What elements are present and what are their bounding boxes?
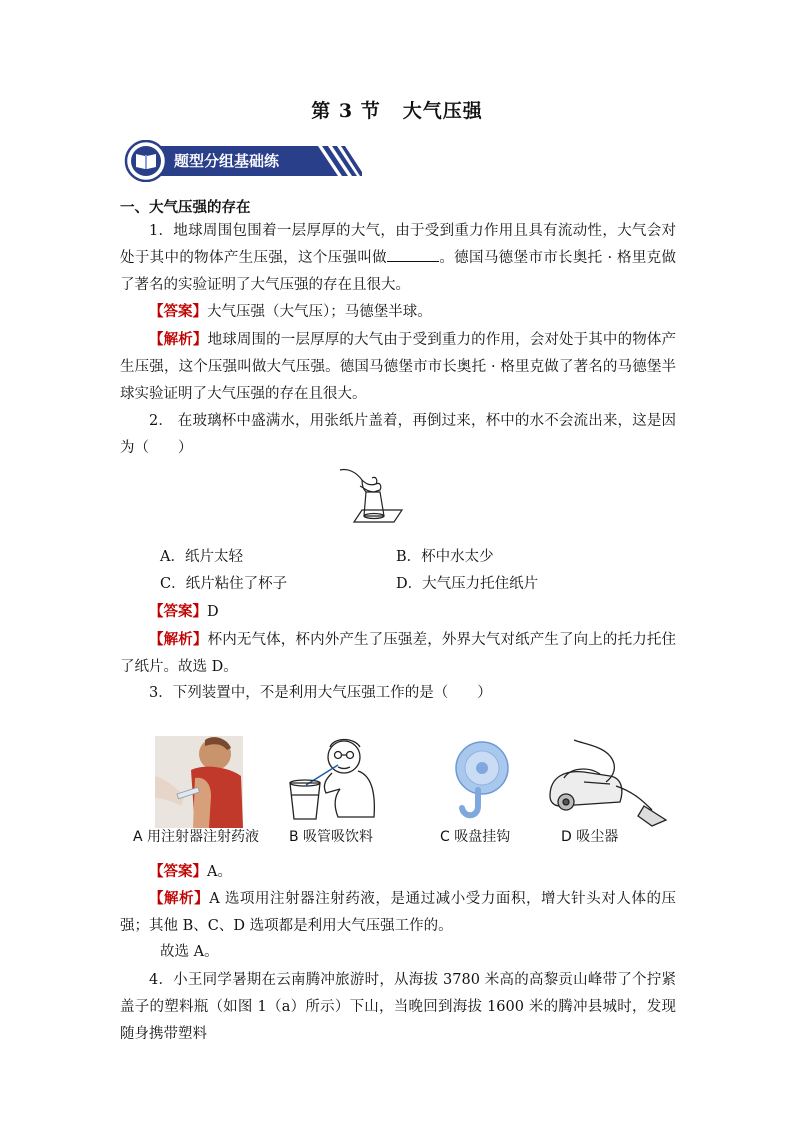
analysis-tag: 【解析】 <box>149 631 208 648</box>
inverted-cup-figure <box>336 462 412 538</box>
option-b: B．杯中水太少 <box>396 549 494 565</box>
question-1-text-a: 1．地球周围包围着一层厚厚的大气，由于受到重力作用且具有流动性，大气会对处于其中的物体产生压强，这个压强叫做 <box>120 223 676 266</box>
vacuum-cleaner-figure <box>544 736 670 828</box>
section-heading: 一、大气压强的存在 <box>120 199 251 216</box>
question-2-answer <box>120 598 676 626</box>
question-1 <box>120 218 676 299</box>
question-4: 4．小王同学暑期在云南腾冲旅游时，从海拔 3780 米高的高黎贡山峰带了个拧紧盖子的塑料瓶（如图 1（a）所示）下山，当晚回到海拔 1600 米的腾冲县城时，发现随身携带塑料 <box>120 972 676 1042</box>
banner-label: 题型分组基础练 <box>174 152 280 170</box>
analysis-text: A 选项用注射器注射药液，是通过减小受力面积，增大针头对人体的压强；其他 B、C、D 选项都是利用大气压强工作的。 <box>120 891 677 934</box>
option-d: D．大气压力托住纸片 <box>396 576 539 592</box>
question-1-answer <box>120 298 676 326</box>
question-3: 3．下列装置中，不是利用大气压强工作的是（ ） <box>149 685 492 701</box>
caption-a: A 用注射器注射药液 <box>133 829 260 845</box>
title-name: 大气压强 <box>402 100 483 122</box>
caption-c: C 吸盘挂钩 <box>440 829 511 845</box>
answer-text: A。 <box>207 864 232 880</box>
question-3-conclusion: 故选 A。 <box>160 944 219 960</box>
injection-photo <box>155 736 243 828</box>
answer-tag: 【答案】 <box>149 603 207 620</box>
question-1-text-b: 。德国马德堡市市长奥托 · 格里克做了著名的实验证明了大气压强的存在且很大。 <box>120 250 677 293</box>
analysis-tag: 【解析】 <box>149 890 210 907</box>
answer-blank <box>387 246 439 262</box>
analysis-text: 杯内无气体，杯内外产生了压强差，外界大气对纸产生了向上的托力托住了纸片。故选 D。 <box>120 632 677 675</box>
option-c: C．纸片粘住了杯子 <box>160 576 288 592</box>
suction-hook-figure <box>448 740 514 822</box>
drinking-straw-figure <box>282 733 380 823</box>
answer-tag: 【答案】 <box>149 863 207 880</box>
section-banner <box>122 140 362 182</box>
caption-d: D 吸尘器 <box>561 829 619 845</box>
analysis-text: 地球周围的一层厚厚的大气由于受到重力的作用，会对处于其中的物体产生压强，这个压强叫做大气压强。德国马德堡市市长奥托 · 格里克做了著名的马德堡半球实验证明了大气压强的存在且很大。 <box>120 332 677 402</box>
answer-text: 大气压强（大气压）；马德堡半球。 <box>207 304 432 320</box>
title-section: 第 3 节 <box>311 100 381 122</box>
question-2: 2． 在玻璃杯中盛满水，用张纸片盖着，再倒过来，杯中的水不会流出来，这是因为（ ） <box>120 413 676 456</box>
answer-text: D <box>207 604 219 620</box>
analysis-tag: 【解析】 <box>149 331 208 348</box>
book-icon <box>134 151 158 171</box>
question-3-analysis <box>120 885 676 940</box>
option-a: A．纸片太轻 <box>160 549 243 565</box>
caption-b: B 吸管吸饮料 <box>289 829 374 845</box>
question-1-analysis <box>120 326 676 408</box>
answer-tag: 【答案】 <box>149 303 207 320</box>
question-2-analysis <box>120 626 676 681</box>
page-title <box>0 96 794 123</box>
question-3-answer <box>120 858 676 886</box>
